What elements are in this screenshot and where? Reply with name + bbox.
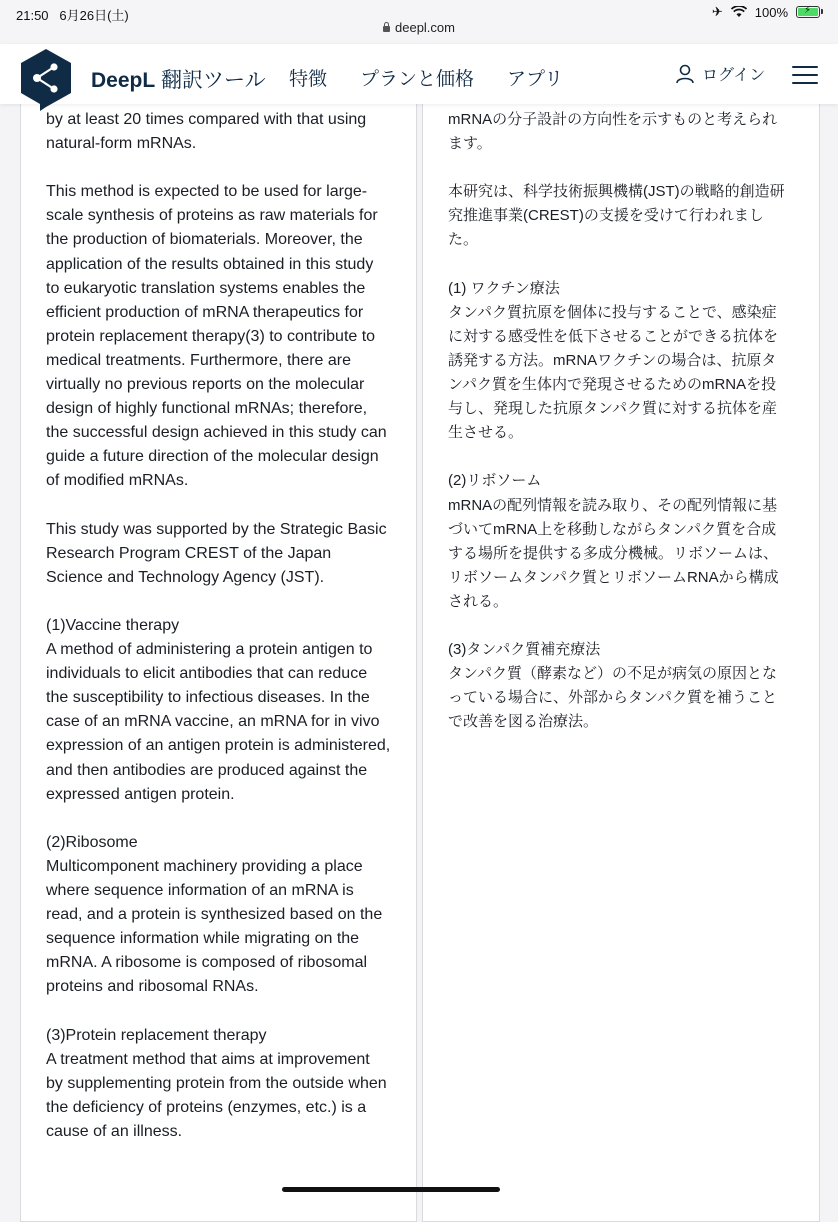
source-paragraph: This study was supported by the Strategic Basic Research Program CREST of the Japan Science and Technology Agency (JST).: [46, 520, 387, 586]
user-icon: [676, 64, 694, 84]
target-paragraph: mRNAの分子設計の方向性を示すものと考えられます。: [448, 111, 778, 153]
status-indicators: [712, 4, 820, 20]
home-indicator[interactable]: [282, 1187, 500, 1192]
url-text: deepl.com: [395, 20, 455, 35]
brand-suffix: 翻訳ツール: [161, 69, 266, 92]
status-date: 6月26日(土): [59, 8, 129, 23]
nav-features[interactable]: 特徴: [289, 69, 328, 90]
deepl-logo-icon[interactable]: [18, 47, 74, 113]
nav-apps[interactable]: アプリ: [507, 69, 564, 90]
address-bar[interactable]: [0, 20, 838, 35]
source-paragraph: (3)Protein replacement therapy A treatment method that aims at improvement by supplementing protein from the outside when the deficiency of proteins (enzymes, etc.) is a cause of an illness.: [46, 1026, 387, 1140]
brand-name: DeepL: [91, 69, 156, 92]
source-text[interactable]: [46, 108, 391, 1168]
source-paragraph: (2)Ribosome Multicomponent machinery providing a place where sequence information of an mRNA is read, and a protein is synthesized based on the sequence information while migrating on the mRNA. A ribosome is composed of ribosomal proteins and ribosomal RNAs.: [46, 833, 383, 996]
lock-icon: [383, 26, 390, 32]
nav-pricing[interactable]: プランと価格: [360, 69, 475, 90]
target-paragraph: (1) ワクチン療法 タンパク質抗原を個体に投与することで、感染症に対する感受性を低下させることができる抗体を誘発する方法。mRNAワクチンの場合は、抗原タンパク質を生体内で発現させるためのmRNAを投与し、発現した抗原タンパク質に対する抗体を産生させる。: [448, 279, 779, 442]
site-header: [0, 44, 838, 104]
target-paragraph: 本研究は、科学技術振興機構(JST)の戦略的創造研究推進事業(CREST)の支援を受けて行われました。: [448, 183, 785, 249]
source-paragraph: This method is expected to be used for large-scale synthesis of proteins as raw materials for the production of biomaterials. Moreover, the application of the results obtained in this study to eukaryotic translation systems enables the efficient production of mRNA therapeutics for protein replacement therapy(3) to contribute to medical treatments. Furthermore, there are virtually no previous reports on the molecular design of highly functional mRNAs; therefore, the successful design achieved in this study can guide a future direction of the molecular design of modified mRNAs.: [46, 183, 387, 490]
hamburger-menu-icon[interactable]: [792, 66, 818, 86]
status-time: 21:50: [16, 8, 49, 23]
battery-percent: 100%: [754, 4, 788, 20]
brand-title[interactable]: [91, 64, 266, 94]
target-paragraph: (3)タンパク質補充療法 タンパク質（酵素など）の不足が病気の原因となっている場合に、外部からタンパク質を補うことで改善を図る治療法。: [448, 641, 777, 731]
source-paragraph: (1)Vaccine therapy A method of administering a protein antigen to individuals to elicit antibodies that can reduce the susceptibility to infectious diseases. In the case of an mRNA vaccine, an mRNA for in vivo expression of an antigen protein is administered, and then antibodies are produced against the expressed antigen protein.: [46, 616, 391, 803]
target-paragraph: (2)リボソーム mRNAの配列情報を読み取り、その配列情報に基づいてmRNA上を移動しながらタンパク質を合成する場所を提供する多成分機械。リボソームは、リボソームタンパク質とリボソームRNAから構成される。: [448, 472, 779, 610]
login-label: ログイン: [702, 67, 766, 84]
battery-icon: ⚡: [796, 6, 820, 18]
wifi-icon: [731, 6, 747, 18]
target-text[interactable]: [448, 108, 788, 759]
source-text-panel[interactable]: [20, 100, 417, 1222]
target-text-panel[interactable]: [422, 100, 820, 1222]
source-paragraph: by at least 20 times compared with that using natural-form mRNAs.: [46, 111, 367, 153]
status-bar: [0, 0, 838, 45]
main-nav: [289, 64, 563, 91]
login-button[interactable]: [676, 62, 765, 85]
airplane-icon: ✈: [711, 4, 723, 19]
